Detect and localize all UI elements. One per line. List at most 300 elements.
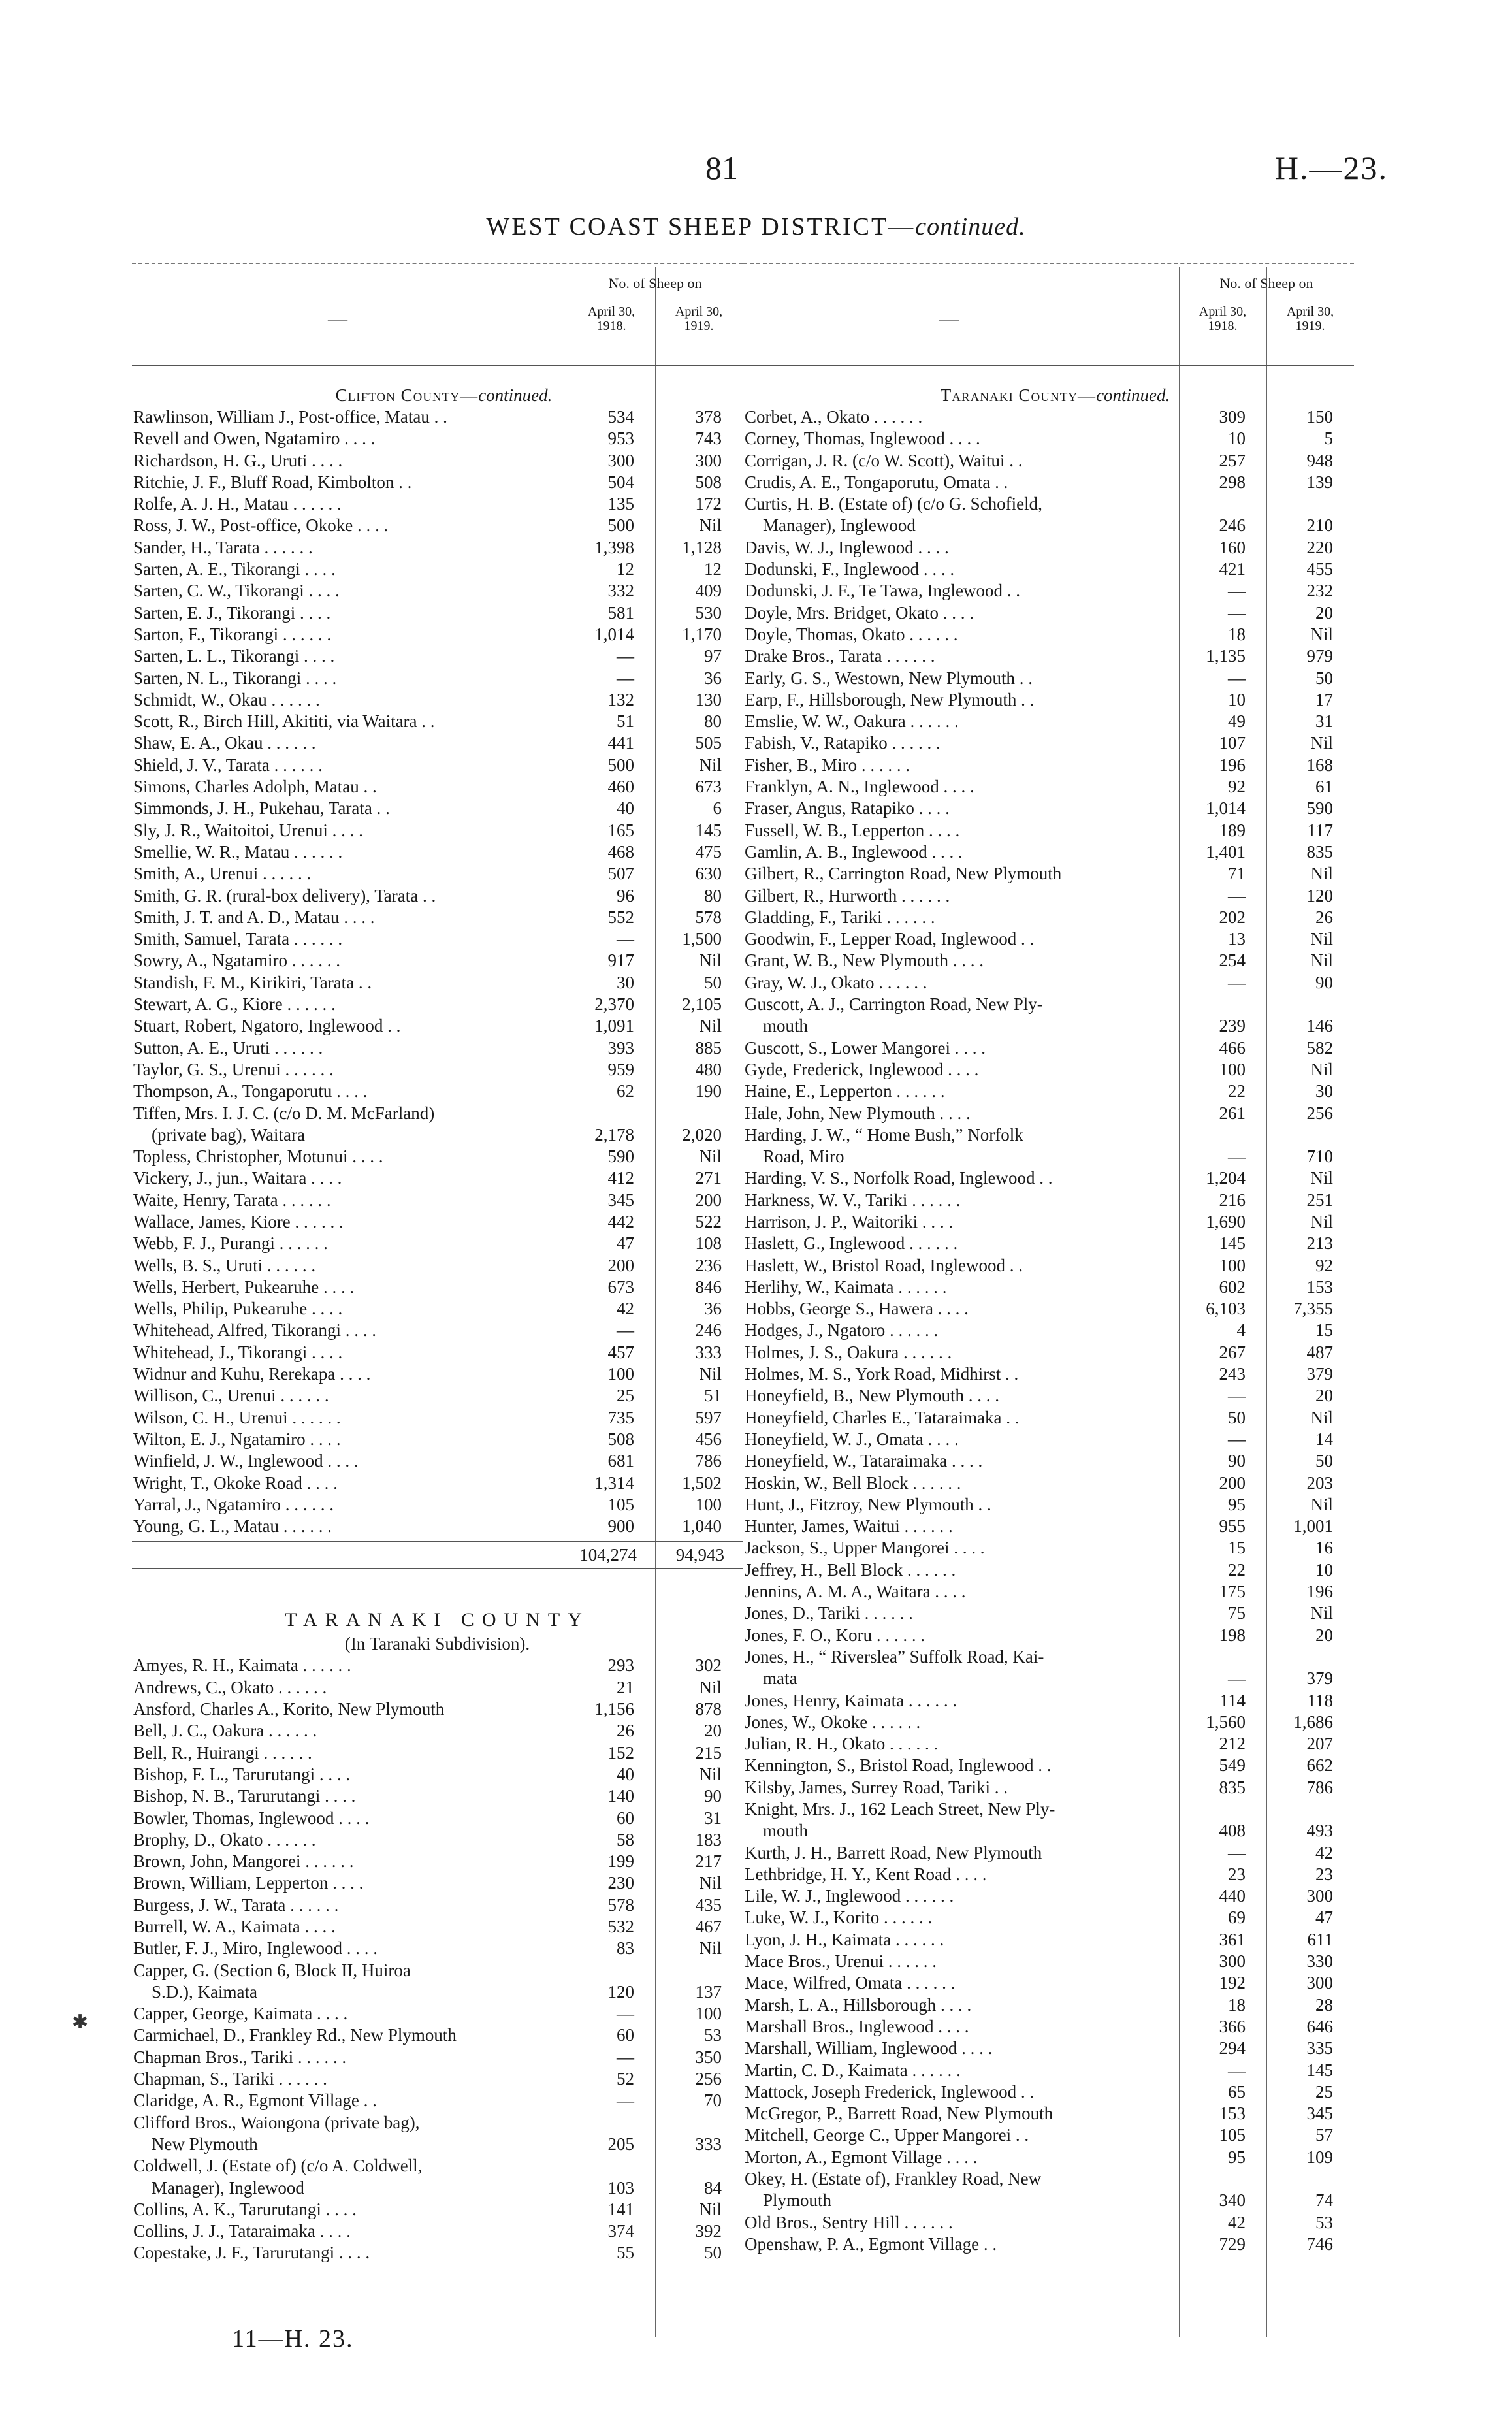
value-1919: 120	[1306, 885, 1333, 905]
row-name	[132, 2220, 568, 2242]
value-1918: 196	[1219, 755, 1246, 775]
row-name-text: Whitehead, Alfred, Tikorangi . . . .	[133, 1320, 376, 1341]
page-title	[0, 212, 1512, 241]
value-1918: 267	[1219, 1342, 1246, 1362]
value-1918: 205	[607, 2134, 634, 2154]
table-row	[132, 885, 743, 907]
row-name	[132, 1298, 568, 1320]
row-name	[743, 2147, 1179, 2168]
row-name-continuation: New Plymouth	[152, 2134, 258, 2154]
value-1919: 100	[695, 1494, 722, 1514]
table-row	[132, 1851, 743, 1872]
row-name-text: Copestake, J. F., Tarurutangi . . . .	[133, 2243, 370, 2263]
value-1918: 421	[1219, 559, 1246, 579]
value-1919: 145	[695, 820, 722, 840]
value-1919: 172	[695, 494, 722, 514]
value-1919: 168	[1306, 755, 1333, 775]
row-name	[743, 559, 1179, 580]
row-name-text: Franklyn, A. N., Inglewood . . . .	[745, 777, 974, 797]
page-number: 81	[705, 150, 738, 186]
row-name-text: Burgess, J. W., Tarata . . . . . .	[133, 1894, 339, 1915]
row-name	[132, 1742, 568, 1764]
row-name	[743, 2016, 1179, 2038]
row-name	[132, 1342, 568, 1363]
row-name-text: Guscott, S., Lower Mangorei . . . .	[745, 1037, 986, 1058]
table-row	[132, 1785, 743, 1807]
table-row	[743, 428, 1354, 449]
row-name-text: Marshall, William, Inglewood . . . .	[745, 2038, 993, 2058]
value-1918: —	[617, 646, 634, 666]
table-row	[132, 1167, 743, 1189]
value-1919: 350	[695, 2047, 722, 2067]
value-1918: 408	[1219, 1821, 1246, 1841]
row-name	[743, 1798, 1179, 1842]
sheep-count-header: No. of Sheep on	[568, 270, 743, 297]
table-row	[132, 668, 743, 689]
row-name	[132, 1808, 568, 1829]
table-row	[743, 2147, 1354, 2168]
table-row	[743, 1581, 1354, 1602]
row-name-text: Brown, John, Mangorei . . . . . .	[133, 1851, 354, 1872]
value-1919: 213	[1306, 1233, 1333, 1254]
row-name-text: Bowler, Thomas, Inglewood . . . .	[133, 1808, 370, 1828]
value-1918: 152	[607, 1742, 634, 1763]
row-name	[743, 1211, 1179, 1233]
table-row	[132, 1872, 743, 1894]
row-name	[743, 406, 1179, 428]
row-name-text: Harding, J. W., “ Home Bush,” Norfolk	[745, 1124, 1023, 1145]
value-1919: 100	[695, 2004, 722, 2024]
col-1919-header-right	[1266, 304, 1354, 333]
value-1919: 97	[704, 646, 722, 666]
value-1919: 409	[695, 581, 722, 601]
table-row	[743, 1037, 1354, 1059]
row-name-text: Emslie, W. W., Oakura . . . . . .	[745, 711, 959, 732]
value-1919: 61	[1315, 777, 1333, 797]
value-1919: 256	[1306, 1103, 1333, 1123]
table-row	[743, 1929, 1354, 1951]
value-1918: 393	[607, 1037, 634, 1058]
row-name	[132, 1429, 568, 1450]
value-1918: 103	[607, 2177, 634, 2198]
ink-blot-mark: ✱	[72, 2011, 89, 2033]
row-name-text: Corbet, A., Okato . . . . . .	[745, 407, 923, 427]
table-row	[743, 2016, 1354, 2038]
clifton-total-row	[132, 1541, 743, 1569]
table-row	[132, 1059, 743, 1081]
row-name	[132, 559, 568, 580]
row-name-text: Jones, W., Okoke . . . . . .	[745, 1712, 921, 1732]
row-name-text: Early, G. S., Westown, New Plymouth . .	[745, 668, 1033, 688]
row-name-text: Smith, G. R. (rural-box delivery), Tarata . .	[133, 885, 436, 905]
table-row	[743, 1798, 1354, 1842]
row-name	[743, 1581, 1179, 1602]
value-1919: 578	[695, 907, 722, 927]
value-1918: 58	[617, 1829, 634, 1849]
table-row	[743, 689, 1354, 711]
value-1919: 20	[1315, 1625, 1333, 1645]
row-name-text: Jones, F. O., Koru . . . . . .	[745, 1625, 925, 1645]
row-name-text: Sarten, N. L., Tikorangi . . . .	[133, 668, 337, 688]
row-name-text: Clifford Bros., Waiongona (private bag),	[133, 2112, 420, 2132]
sheep-count-header-right: No. of Sheep on	[1179, 270, 1354, 297]
row-name	[743, 472, 1179, 493]
table-row	[132, 1211, 743, 1233]
table-row	[132, 907, 743, 928]
value-1919: 948	[1306, 450, 1333, 470]
value-1918: 1,135	[1206, 646, 1246, 666]
table-row	[743, 1059, 1354, 1081]
table-row	[132, 776, 743, 798]
row-name	[743, 2103, 1179, 2124]
value-1919: 2,105	[682, 994, 722, 1015]
value-1918: 2,178	[594, 1124, 634, 1145]
value-1919: 1,500	[682, 929, 722, 949]
col-1918-line1: April 30,	[587, 304, 635, 319]
value-1919: 36	[704, 1299, 722, 1319]
row-name-text: Widnur and Kuhu, Rerekapa . . . .	[133, 1364, 371, 1384]
value-1918: 40	[617, 1764, 634, 1784]
table-row	[743, 1972, 1354, 1994]
value-1919: Nil	[1310, 1494, 1333, 1514]
row-name	[743, 1233, 1179, 1254]
table-row	[743, 1233, 1354, 1254]
col-1919-line2: 1919.	[684, 319, 714, 333]
table-row	[132, 972, 743, 994]
value-1918: 107	[1219, 733, 1246, 753]
col-1919-line1: April 30,	[675, 304, 723, 319]
value-1918: —	[1228, 1842, 1246, 1862]
row-name	[743, 907, 1179, 928]
row-name-text: Collins, A. K., Tarurutangi . . . .	[133, 2199, 357, 2219]
value-1918: 141	[607, 2199, 634, 2219]
value-1918: 441	[607, 733, 634, 753]
table-row	[132, 1103, 743, 1146]
row-name-text: Earp, F., Hillsborough, New Plymouth . .	[745, 689, 1035, 709]
row-name	[743, 1037, 1179, 1059]
row-name	[743, 1733, 1179, 1755]
value-1918: 1,401	[1206, 841, 1246, 862]
value-1919: 20	[1315, 1386, 1333, 1406]
value-1919: 456	[695, 1429, 722, 1449]
row-name-text: Rawlinson, William J., Post-office, Matau . .	[133, 407, 447, 427]
value-1918: 534	[607, 407, 634, 427]
value-1919: 300	[1306, 1973, 1333, 1993]
value-1918: 189	[1219, 820, 1246, 840]
row-name-text: Fraser, Angus, Ratapiko . . . .	[745, 798, 950, 819]
value-1919: 1,170	[682, 624, 722, 644]
table-row	[132, 1363, 743, 1385]
table-row	[132, 1938, 743, 1959]
row-name-text: Corrigan, J. R. (c/o W. Scott), Waitui . .	[745, 450, 1023, 470]
value-1919: 885	[695, 1037, 722, 1058]
section-taranaki-cont-italic: continued.	[1096, 385, 1170, 405]
row-name	[132, 1037, 568, 1059]
value-1918: 22	[1228, 1559, 1246, 1580]
table-row	[132, 755, 743, 776]
row-name-continuation: mouth	[763, 1821, 809, 1841]
value-1919: 378	[695, 407, 722, 427]
row-name-text: Carmichael, D., Frankley Rd., New Plymouth	[133, 2025, 457, 2045]
value-1918: —	[617, 2090, 634, 2111]
value-1919: 90	[704, 1786, 722, 1806]
value-1918: 18	[1228, 1994, 1246, 2015]
value-1918: 552	[607, 907, 634, 927]
value-1919: 20	[1315, 602, 1333, 623]
row-name-text: Sutton, A. E., Uruti . . . . . .	[133, 1037, 323, 1058]
table-row	[132, 2155, 743, 2199]
taranaki-rows-right	[743, 406, 1354, 2255]
row-name	[132, 645, 568, 667]
value-1918: 199	[607, 1851, 634, 1872]
value-1918: 95	[1228, 1494, 1246, 1514]
table-row	[132, 1277, 743, 1298]
row-name-text: Taylor, G. S., Urenui . . . . . .	[133, 1059, 334, 1079]
value-1918: 140	[607, 1786, 634, 1806]
value-1918: —	[1228, 668, 1246, 688]
value-1919: 475	[695, 841, 722, 862]
row-name	[132, 602, 568, 624]
table-row	[743, 2168, 1354, 2212]
row-name-text: Brown, William, Lepperton . . . .	[133, 1873, 364, 1893]
row-name-text: Harkness, W. V., Tariki . . . . . .	[745, 1190, 961, 1210]
value-1919: 256	[695, 2069, 722, 2089]
value-1918: 160	[1219, 537, 1246, 557]
value-1918: 1,398	[594, 537, 634, 557]
table-row	[743, 1951, 1354, 1972]
row-name-text: Okey, H. (Estate of), Frankley Road, New	[745, 2169, 1042, 2189]
row-name-text: Marsh, L. A., Hillsborough . . . .	[745, 1994, 972, 2015]
value-1918: 468	[607, 841, 634, 862]
row-name	[132, 1103, 568, 1146]
table-row	[132, 1960, 743, 2004]
value-1918: 300	[607, 450, 634, 470]
table-row	[132, 732, 743, 754]
value-1918: 955	[1219, 1516, 1246, 1537]
table-row	[743, 776, 1354, 798]
row-name	[132, 668, 568, 689]
value-1918: 6,103	[1206, 1299, 1246, 1319]
value-1919: 333	[695, 1342, 722, 1362]
row-name	[743, 2060, 1179, 2081]
row-name	[132, 1015, 568, 1037]
value-1919: Nil	[699, 1938, 722, 1959]
value-1918: —	[617, 668, 634, 688]
value-1918: 243	[1219, 1364, 1246, 1384]
value-1919: 90	[1315, 972, 1333, 992]
value-1918: 100	[1219, 1255, 1246, 1275]
value-1918: 300	[1219, 1951, 1246, 1972]
value-1919: Nil	[1310, 733, 1333, 753]
value-1919: 12	[704, 559, 722, 579]
row-name	[132, 406, 568, 428]
row-name	[743, 1342, 1179, 1363]
row-name	[743, 428, 1179, 449]
table-row	[743, 1755, 1354, 1776]
row-name	[132, 1407, 568, 1429]
row-name	[743, 863, 1179, 885]
table-row	[743, 2124, 1354, 2146]
table-row	[132, 1450, 743, 1472]
table-row	[743, 1733, 1354, 1755]
row-name	[132, 1764, 568, 1785]
row-name	[132, 907, 568, 928]
value-1918: 590	[607, 1146, 634, 1167]
value-1918: 532	[607, 1917, 634, 1936]
row-name	[743, 950, 1179, 971]
row-name-text: Amyes, R. H., Kaimata . . . . . .	[133, 1655, 351, 1676]
row-name-text: Chapman, S., Tariki . . . . . .	[133, 2069, 327, 2089]
table-row	[132, 1015, 743, 1037]
row-name-text: Lyon, J. H., Kaimata . . . . . .	[745, 1929, 944, 1949]
table-row	[743, 450, 1354, 472]
table-row	[132, 1472, 743, 1494]
row-name	[132, 928, 568, 950]
row-name	[132, 1167, 568, 1189]
row-name	[132, 472, 568, 493]
row-name	[132, 1320, 568, 1341]
section-taranaki-county: TARANAKI COUNTY	[285, 1609, 590, 1631]
table-row	[132, 798, 743, 819]
value-1919: 251	[1306, 1190, 1333, 1210]
table-row	[743, 841, 1354, 863]
value-1919: 47	[1315, 1908, 1333, 1928]
value-1918: 47	[617, 1233, 634, 1254]
paper-reference: H.—23.	[1274, 150, 1388, 186]
row-name-text: Claridge, A. R., Egmont Village . .	[133, 2090, 377, 2111]
value-1918: 442	[607, 1211, 634, 1231]
row-name-text: Gamlin, A. B., Inglewood . . . .	[745, 841, 963, 862]
value-1919: 20	[704, 1721, 722, 1741]
row-name	[132, 450, 568, 472]
value-1918: 75	[1228, 1603, 1246, 1623]
value-1919: 210	[1306, 515, 1333, 536]
value-1919: 480	[695, 1059, 722, 1079]
value-1919: 522	[695, 1211, 722, 1231]
row-name	[743, 1929, 1179, 1951]
row-name-text: Brophy, D., Okato . . . . . .	[133, 1829, 316, 1849]
table-row	[132, 1298, 743, 1320]
table-row	[132, 2003, 743, 2025]
table-row	[743, 2234, 1354, 2255]
value-1919: 1,128	[682, 537, 722, 557]
row-name	[743, 668, 1179, 689]
row-name	[132, 1450, 568, 1472]
value-1919: Nil	[699, 951, 722, 971]
value-1918: 1,204	[1206, 1168, 1246, 1188]
row-name-text: Julian, R. H., Okato . . . . . .	[745, 1734, 939, 1754]
value-1918: 457	[607, 1342, 634, 1362]
table-row	[743, 2038, 1354, 2059]
table-row	[132, 1894, 743, 1916]
value-1918: —	[1228, 1146, 1246, 1167]
row-name	[132, 972, 568, 994]
row-name	[743, 928, 1179, 950]
value-1919: 345	[1306, 2104, 1333, 2124]
value-1918: 192	[1219, 1973, 1246, 1993]
value-1918: 230	[607, 1873, 634, 1893]
value-1918: 42	[617, 1299, 634, 1319]
value-1918: 12	[617, 559, 634, 579]
row-name-text: Marshall Bros., Inglewood . . . .	[745, 2016, 969, 2036]
value-1918: 135	[607, 494, 634, 514]
row-name-text: Willison, C., Urenui . . . . . .	[133, 1386, 329, 1406]
table-row	[743, 1907, 1354, 1928]
row-name	[743, 602, 1179, 624]
value-1919: 1,502	[682, 1472, 722, 1493]
table-row	[132, 1829, 743, 1851]
value-1919: 2,020	[682, 1124, 722, 1145]
row-name	[743, 1385, 1179, 1407]
value-1919: 1,686	[1293, 1712, 1333, 1732]
row-name	[743, 1472, 1179, 1494]
value-1918: 114	[1219, 1690, 1246, 1710]
value-1918: 500	[607, 515, 634, 536]
table-row	[132, 1516, 743, 1537]
row-name-text: Jennins, A. M. A., Waitara . . . .	[745, 1582, 966, 1602]
row-name-text: Kilsby, James, Surrey Road, Tariki . .	[745, 1777, 1008, 1797]
value-1919: 6	[713, 798, 722, 819]
value-1918: 294	[1219, 2038, 1246, 2058]
value-1919: 597	[695, 1407, 722, 1427]
page-title-italic: continued.	[915, 213, 1026, 240]
row-name-text: Fisher, B., Miro . . . . . .	[745, 755, 910, 775]
value-1919: 217	[695, 1851, 722, 1872]
table-row	[132, 1146, 743, 1167]
row-name	[132, 2025, 568, 2046]
row-name-continuation: Plymouth	[763, 2190, 832, 2211]
row-name	[743, 1712, 1179, 1733]
row-name-text: Hoskin, W., Bell Block . . . . . .	[745, 1472, 961, 1493]
col-1918-line2-right: 1918.	[1208, 319, 1238, 333]
value-1919: Nil	[699, 1146, 722, 1167]
row-name-text: Harrison, J. P., Waitoriki . . . .	[745, 1211, 954, 1231]
row-name-text: Smellie, W. R., Matau . . . . . .	[133, 841, 343, 862]
value-1918: —	[1228, 2060, 1246, 2080]
value-1918: 366	[1219, 2016, 1246, 2036]
table-row	[743, 1255, 1354, 1277]
row-name-text: Jackson, S., Upper Mangorei . . . .	[745, 1538, 985, 1558]
value-1918: 51	[617, 711, 634, 732]
row-name-text: Hunt, J., Fitzroy, New Plymouth . .	[745, 1494, 991, 1514]
value-1919: 109	[1306, 2147, 1333, 2167]
value-1918: —	[1228, 1668, 1246, 1689]
row-name	[743, 798, 1179, 819]
value-1919: 10	[1315, 1559, 1333, 1580]
row-name	[743, 1363, 1179, 1385]
row-name-text: Gladding, F., Tariki . . . . . .	[745, 907, 935, 927]
row-name	[743, 1690, 1179, 1712]
row-name-text: Capper, George, Kaimata . . . .	[133, 2004, 348, 2024]
table-row	[132, 602, 743, 624]
row-name	[743, 711, 1179, 732]
row-name-text: Bishop, N. B., Tarurutangi . . . .	[133, 1786, 356, 1806]
table-row	[743, 1363, 1354, 1385]
row-name-text: Martin, C. D., Kaimata . . . . . .	[745, 2060, 961, 2080]
value-1918: 261	[1219, 1103, 1246, 1123]
row-name-text: Collins, J. J., Tataraimaka . . . .	[133, 2221, 351, 2241]
value-1919: 1,001	[1293, 1516, 1333, 1537]
row-name	[743, 1907, 1179, 1928]
value-1919: Nil	[1310, 951, 1333, 971]
table-row	[743, 1494, 1354, 1516]
table-row	[743, 1167, 1354, 1189]
value-1919: Nil	[699, 1016, 722, 1036]
row-name-text: Tiffen, Mrs. I. J. C. (c/o D. M. McFarland)	[133, 1103, 435, 1123]
row-name-text: Standish, F. M., Kirikiri, Tarata . .	[133, 972, 372, 992]
clifton-rows	[132, 406, 743, 1537]
row-name-text: Gyde, Frederick, Inglewood . . . .	[745, 1059, 979, 1079]
